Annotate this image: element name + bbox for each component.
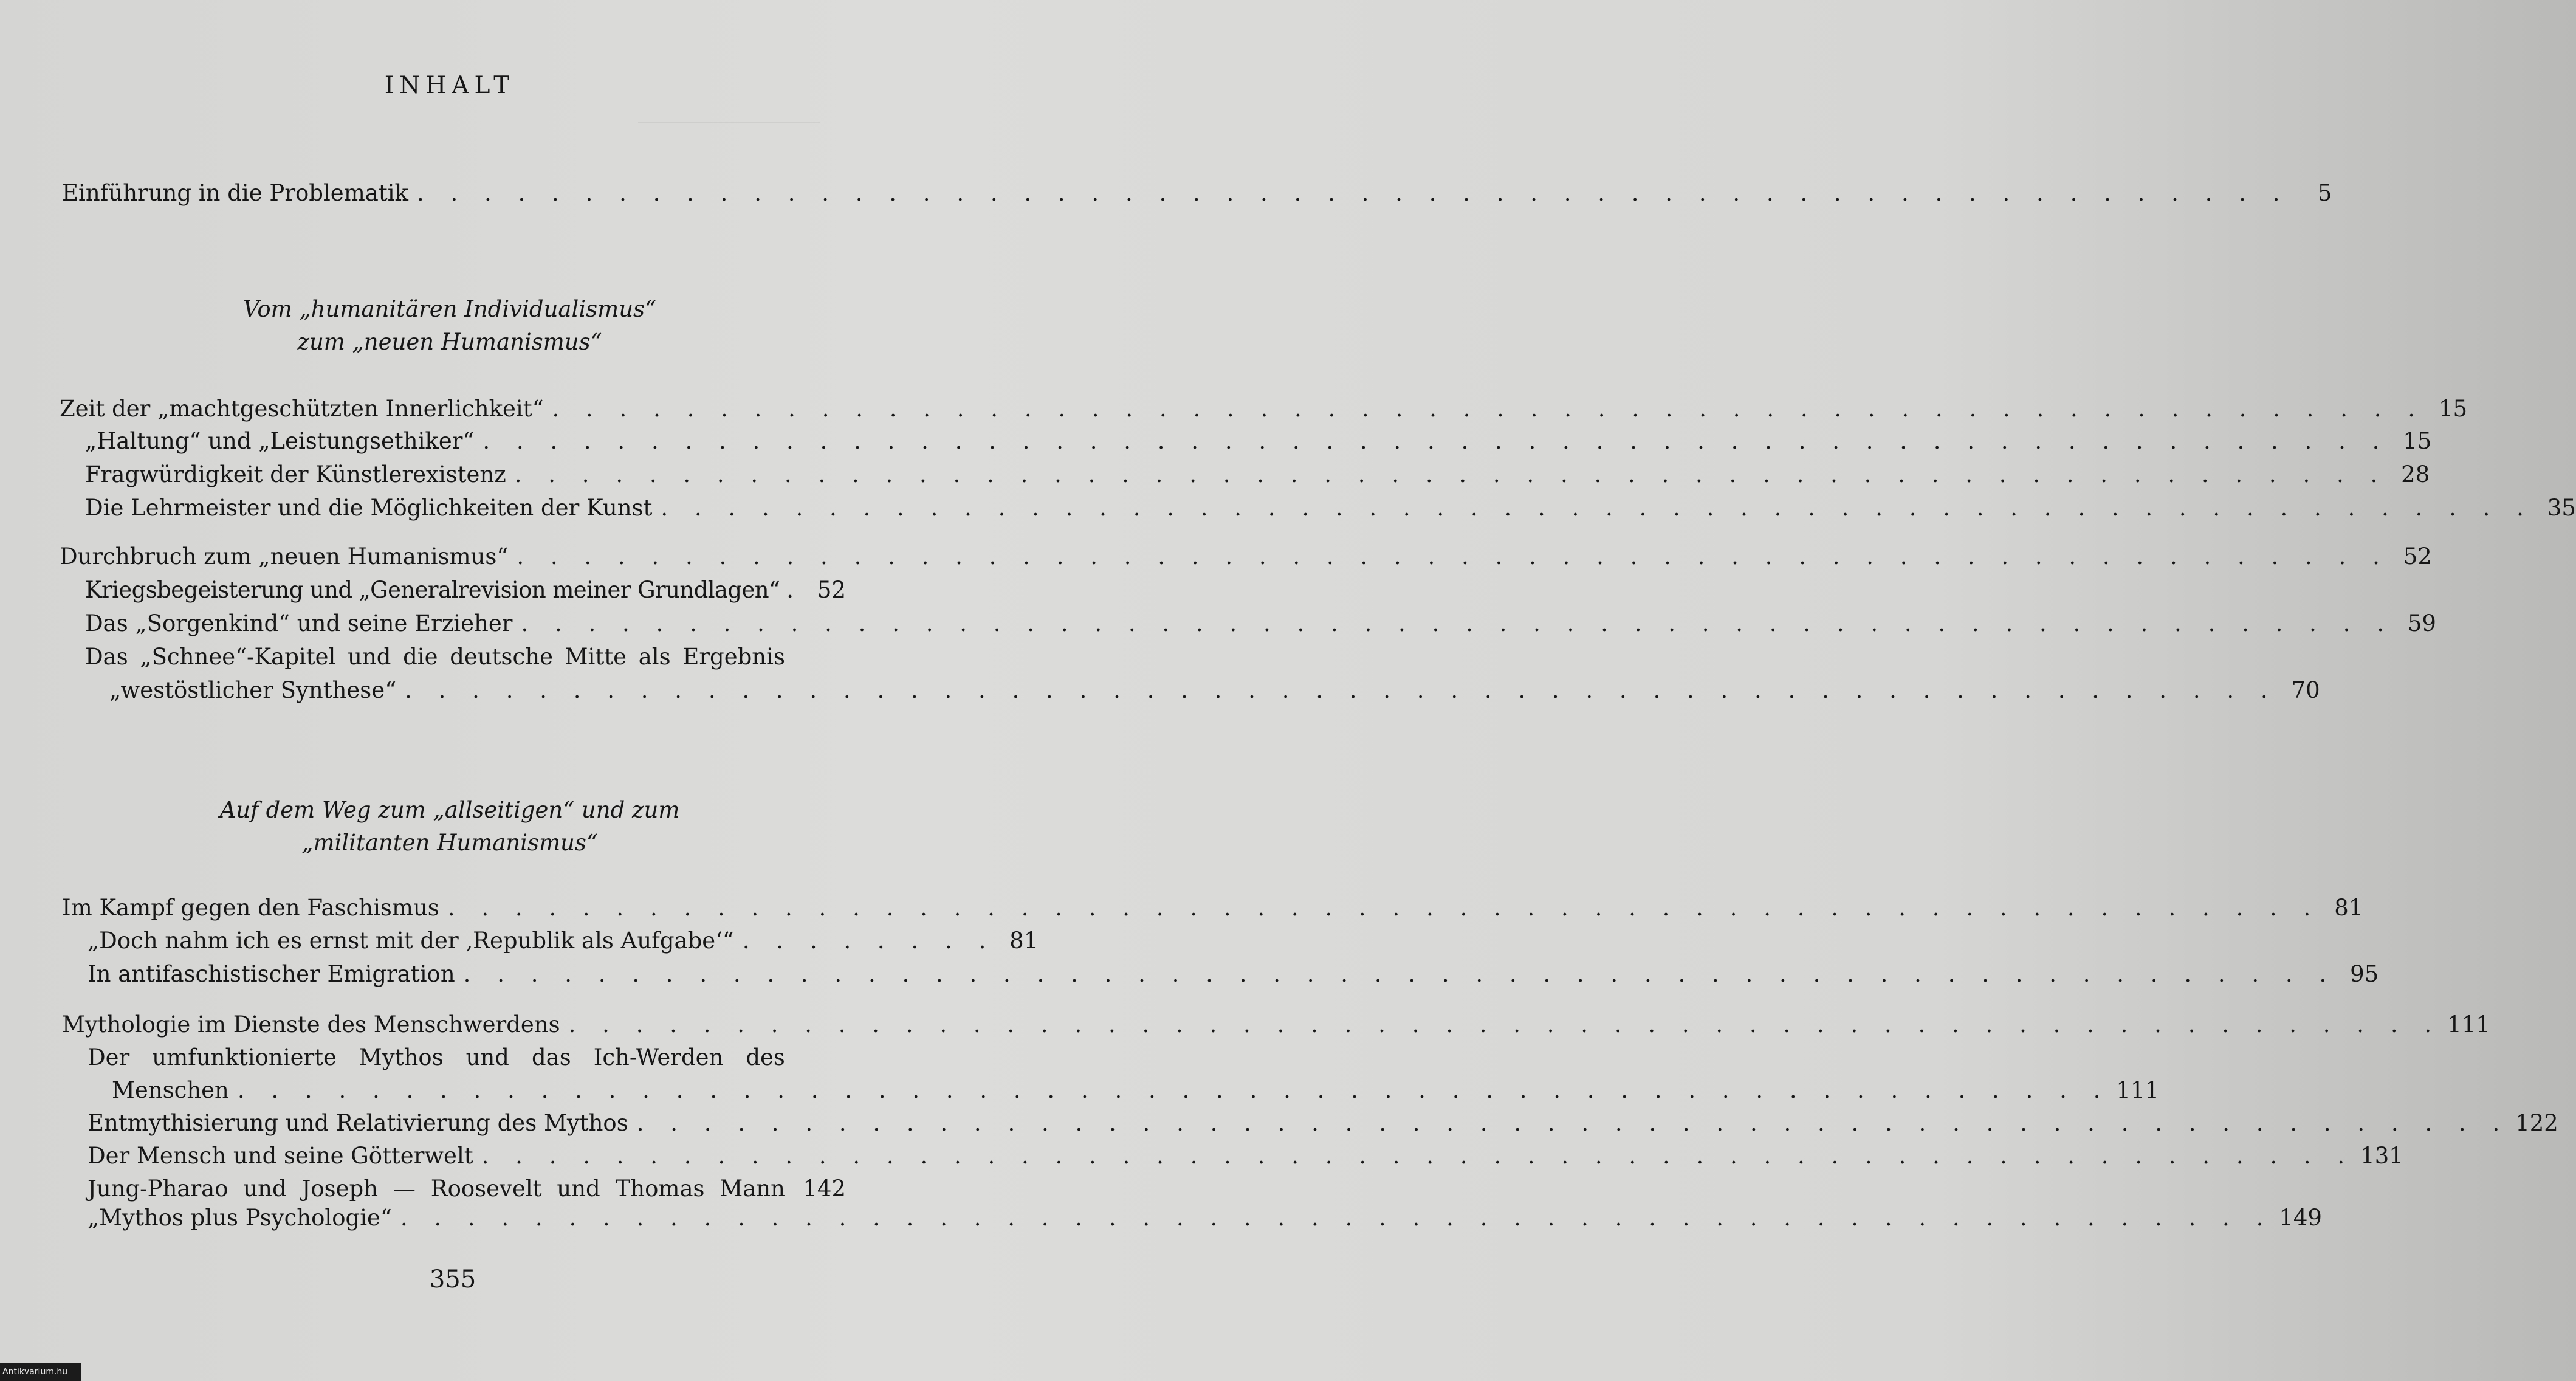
toc-entry-intro[interactable] xyxy=(62,177,2332,209)
leader-dots: . . . . . . . . . . . . . . . . . . . . . . . . . . . . . . . . . . . . . . . . . . . . . . . . . . . . . . . . xyxy=(400,1205,2273,1231)
toc-page-number: 59 xyxy=(2407,610,2436,636)
leader-dots: . . . . . . . . . . . . . . . . . . . . . . . . . . . . . . . . . . . . . . . . . . . . . . . . . . . . . . . . xyxy=(481,1143,2355,1169)
toc-word: Jung-Pharao xyxy=(88,1176,228,1202)
section-heading-2 xyxy=(0,794,899,859)
toc-label: „Mythos plus Psychologie“ xyxy=(88,1205,392,1231)
section-heading-line: Vom „humanitären Individualismus“ xyxy=(243,296,656,322)
toc-page-number: 122 xyxy=(2515,1110,2558,1136)
leader-dots: . . . . . . . . . . . . . . . . . . . . . . . . . . . . . . . . . . . . . . . . . . . . . . . . . . . . . . . . xyxy=(405,677,2278,703)
toc-label: Menschen xyxy=(112,1077,229,1103)
show-through-lines xyxy=(638,122,820,123)
toc-page-number: 142 xyxy=(803,1176,846,1202)
toc-page-number: 35 xyxy=(2547,495,2576,521)
toc-chapter[interactable] xyxy=(62,1009,2490,1041)
toc-word: umfunktionierte xyxy=(152,1044,337,1070)
toc-subentry[interactable] xyxy=(88,1107,2558,1139)
toc-subentry[interactable] xyxy=(88,925,1039,957)
toc-label: Einführung in die Problematik xyxy=(62,180,408,206)
toc-subentry[interactable] xyxy=(88,1173,846,1205)
toc-page-number: 111 xyxy=(2447,1011,2490,1038)
leader-dots: . . . . . . . . . . . . . . . . . . . . . . . . . . . . . . . . . . . . . . . . . . . . . . . . . . . . . . . . xyxy=(636,1110,2510,1136)
leader-dots: . xyxy=(786,577,803,603)
toc-word: Der xyxy=(88,1044,130,1070)
toc-label: Das „Sorgenkind“ und seine Erzieher xyxy=(85,610,513,636)
leader-dots: . . . . . . . . . . . . . . . . . . . . . . . . . . . . . . . . . . . . . . . . . . . . . . . . . . . . . . . . . xyxy=(483,428,2389,454)
toc-word: Ergebnis xyxy=(682,644,785,670)
toc-label: Der Mensch und seine Götterwelt xyxy=(88,1143,473,1169)
toc-label: „Doch nahm ich es ernst mit der ‚Republik als Aufgabe‘“ xyxy=(88,928,734,954)
toc-word: und xyxy=(557,1176,600,1202)
toc-page-number: 15 xyxy=(2403,428,2432,454)
toc-word: Roosevelt xyxy=(430,1176,542,1202)
toc-subentry-line2[interactable] xyxy=(109,675,2320,706)
toc-word: und xyxy=(243,1176,287,1202)
toc-word: — xyxy=(393,1176,416,1202)
toc-subentry-line2[interactable] xyxy=(112,1075,2160,1106)
toc-word: Joseph xyxy=(301,1176,379,1202)
toc-word: Thomas xyxy=(615,1176,705,1202)
toc-label: In antifaschistischer Emigration xyxy=(88,961,455,987)
page-title: INHALT xyxy=(384,72,515,99)
toc-label xyxy=(88,1173,785,1205)
leader-dots: . . . . . . . . . . . . . . . . . . . . . . . . . . . . . . . . . . . . . . . . . . . . . . . . . . . . . . . . xyxy=(552,396,2425,422)
leader-dots: . . . . . . . . . . . . . . . . . . . . . . . . . . . . . . . . . . . . . . . . . . . . . . . . . . . . . . . . xyxy=(447,895,2321,921)
toc-subentry[interactable] xyxy=(85,459,2430,491)
leader-dots: . . . . . . . . . . . . . . . . . . . . . . . . . . . . . . . . . . . . . . . . . . . . . . . . . . . . . . . . xyxy=(568,1011,2442,1038)
leader-dots: . . . . . . . . . . . . . . . . . . . . . . . . . . . . . . . . . . . . . . . . . . . . . . . . . . . . . . . . xyxy=(416,180,2290,206)
leader-dots: . . . . . . . . . . . . . . . . . . . . . . . . . . . . . . . . . . . . . . . . . . . . . . . . . . . . . . . . xyxy=(661,495,2533,521)
toc-subentry[interactable] xyxy=(88,1202,2322,1234)
toc-word: und xyxy=(348,644,391,670)
toc-word: Mann xyxy=(720,1176,785,1202)
toc-word: als xyxy=(638,644,671,670)
toc-subentry[interactable] xyxy=(85,608,2436,639)
toc-page-number: 131 xyxy=(2360,1143,2403,1169)
toc-word: des xyxy=(746,1044,785,1070)
toc-subentry[interactable] xyxy=(85,492,2576,524)
toc-label: Entmythisierung und Relativierung des Mythos xyxy=(88,1110,628,1136)
leader-dots: . . . . . . . . . . . . . . . . . . . . . . . . . . . . . . . . . . . . . . . . . . . . . . . . . . . . . . . . xyxy=(463,961,2337,987)
leader-dots: . . . . . . . . . . . . . . . . . . . . . . . . . . . . . . . . . . . . . . . . . . . . . . . . . . . . . . . . xyxy=(521,610,2394,636)
toc-page-number: 81 xyxy=(1009,928,1039,954)
toc-label: Fragwürdigkeit der Künstlerexistenz xyxy=(85,461,506,487)
toc-subentry[interactable] xyxy=(88,959,2379,990)
toc-page-number: 28 xyxy=(2401,461,2430,487)
toc-subentry[interactable] xyxy=(88,1140,2403,1172)
section-heading-line: zum „neuen Humanismus“ xyxy=(297,329,602,355)
toc-chapter[interactable] xyxy=(60,541,2432,573)
toc-word: Ich-Werden xyxy=(593,1044,724,1070)
toc-chapter[interactable] xyxy=(62,892,2363,924)
toc-page-number: 149 xyxy=(2279,1205,2322,1231)
toc-word: Das xyxy=(85,644,128,670)
toc-word: deutsche xyxy=(450,644,553,670)
toc-label: „westöstlicher Synthese“ xyxy=(109,677,397,703)
section-heading-1 xyxy=(0,293,899,359)
section-heading-line: Auf dem Weg zum „allseitigen“ und zum xyxy=(219,797,680,823)
toc-word: und xyxy=(465,1044,509,1070)
toc-page-number: 95 xyxy=(2350,961,2379,987)
toc-page-number: 81 xyxy=(2334,895,2363,921)
leader-dots: . . . . . . . . . . . . . . . . . . . . . . . . . . . . . . . . . . . . . . . . . . . . . . . . . . . . . . . . xyxy=(517,543,2389,570)
leader-dots: . . . . . . . . . . . . . . . . . . . . . . . . . . . . . . . . . . . . . . . . . . . . . . . . . . . . . . . . xyxy=(514,461,2388,487)
toc-label: Kriegsbegeisterung und „Generalrevision meiner Grundlagen“ xyxy=(85,577,780,603)
toc-label: Im Kampf gegen den Faschismus xyxy=(62,895,439,921)
toc-page-number: 5 xyxy=(2317,180,2332,206)
toc-label: Mythologie im Dienste des Menschwerdens xyxy=(62,1011,560,1038)
toc-subentry-line1[interactable] xyxy=(88,1042,785,1073)
toc-label: Durchbruch zum „neuen Humanismus“ xyxy=(60,543,509,570)
toc-page-number: 15 xyxy=(2438,396,2468,422)
toc-word: die xyxy=(403,644,438,670)
toc-chapter[interactable] xyxy=(60,393,2468,425)
watermark-label: Antikvarium.hu xyxy=(0,1363,81,1381)
toc-word: „Schnee“-Kapitel xyxy=(140,644,336,670)
page-number: 355 xyxy=(429,1266,476,1293)
toc-page-number: 111 xyxy=(2116,1077,2160,1103)
toc-subentry[interactable] xyxy=(85,574,846,606)
toc-label: Die Lehrmeister und die Möglichkeiten der Kunst xyxy=(85,495,653,521)
toc-word: Mitte xyxy=(565,644,627,670)
leader-dots: . . . . . . . . . . . . . . . . . . . . . . . . . . . . . . . . . . . . . . . . . . . . . . . . . . . . . . . . xyxy=(237,1077,2111,1103)
toc-page-number: 52 xyxy=(817,577,846,603)
toc-label: „Haltung“ und „Leistungsethiker“ xyxy=(85,428,475,454)
leader-dots: . . . . . . . . xyxy=(742,928,996,954)
toc-word: Mythos xyxy=(359,1044,444,1070)
toc-page-number: 70 xyxy=(2291,677,2320,703)
toc-label: Zeit der „machtgeschützten Innerlichkeit“ xyxy=(60,396,544,422)
toc-page-number: 52 xyxy=(2403,543,2432,570)
section-heading-line: „militanten Humanismus“ xyxy=(301,830,598,856)
toc-subentry[interactable] xyxy=(85,425,2432,457)
toc-subentry-line1[interactable] xyxy=(85,641,785,673)
toc-word: das xyxy=(531,1044,571,1070)
